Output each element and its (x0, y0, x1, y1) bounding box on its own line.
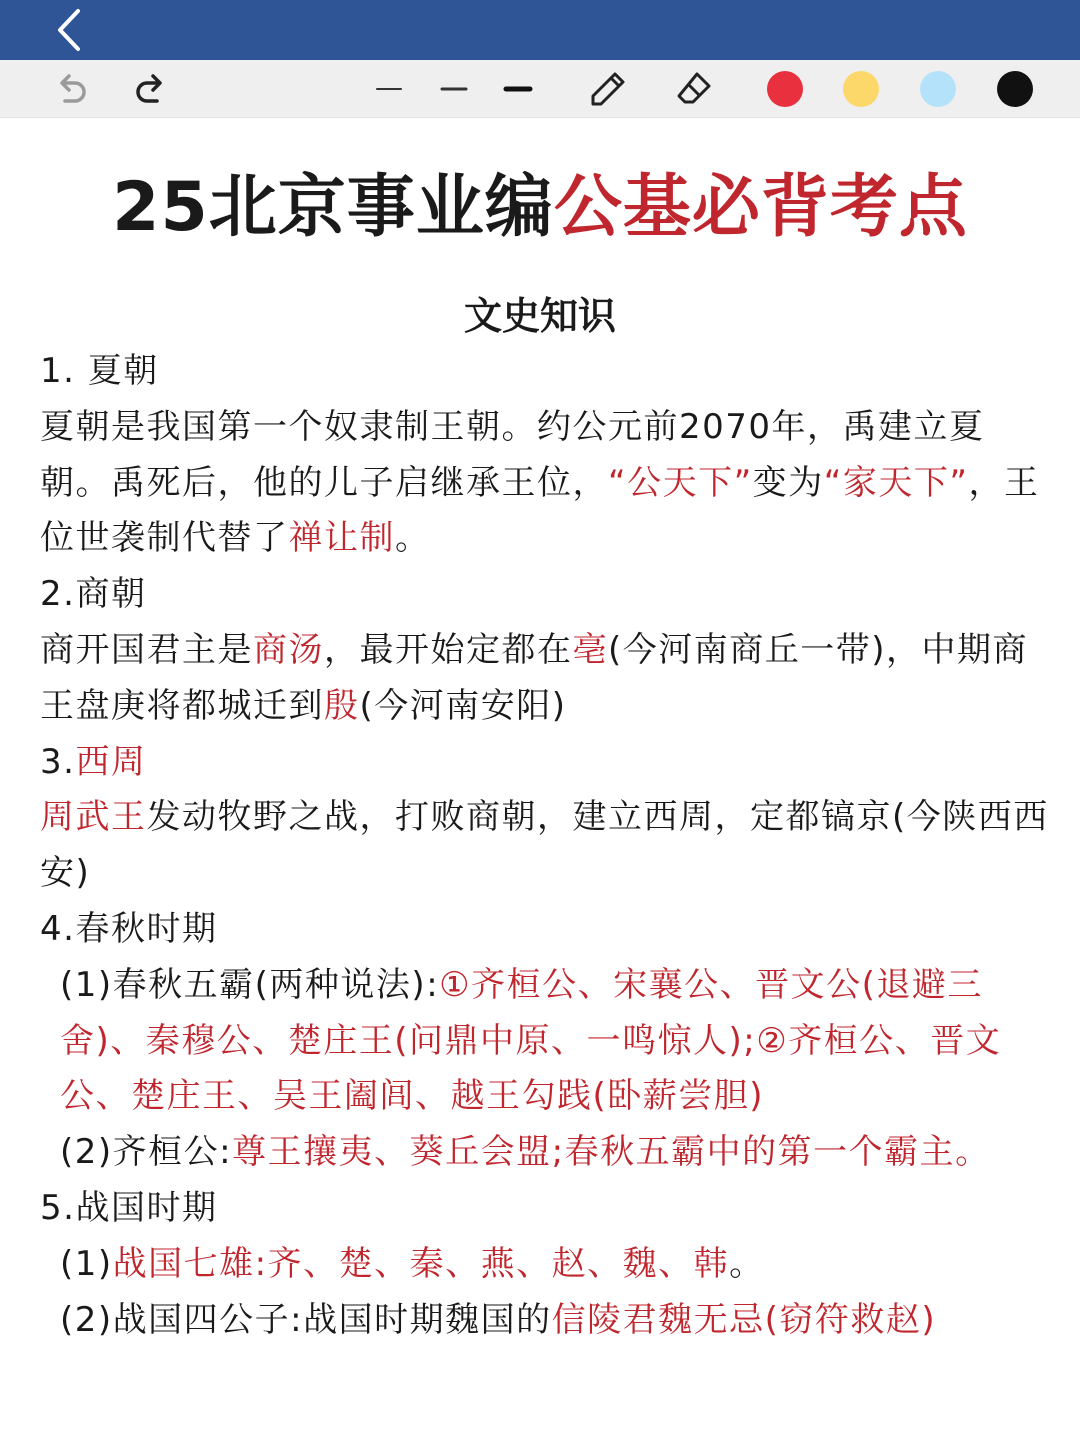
text: 。 (729, 1243, 765, 1284)
stroke-thick-button[interactable] (495, 66, 541, 112)
highlight: 战国七雄:齐、楚、秦、燕、赵、魏、韩 (112, 1243, 730, 1284)
color-light-blue-swatch (920, 71, 956, 107)
text: (1) (60, 1243, 113, 1284)
redo-button[interactable] (128, 66, 174, 112)
back-button[interactable] (44, 6, 92, 54)
color-yellow-swatch (843, 71, 879, 107)
highlight: “家天下” (823, 462, 969, 503)
heading-shang: 2.商朝 (40, 574, 147, 615)
color-light-blue-button[interactable] (915, 66, 961, 112)
eraser-icon (673, 68, 715, 110)
heading-number: 3. (40, 741, 76, 782)
text: 变为 (752, 462, 824, 503)
highlight: 尊王攘夷、葵丘会盟;春秋五霸中的第一个霸主。 (232, 1132, 991, 1173)
text: (今河南安阳) (359, 685, 567, 726)
paragraph-xia (40, 400, 1050, 567)
text: ，王位世袭制代替了 (40, 462, 1040, 559)
heading-highlight: 西周 (75, 741, 147, 782)
text: 夏朝是我国第一个奴隶制王朝。约公元前2070年，禹建立夏朝。禹死后，他的儿子启继承王位， (40, 406, 985, 503)
pen-button[interactable] (585, 66, 631, 112)
pen-icon (587, 68, 629, 110)
color-black-swatch (997, 71, 1033, 107)
heading-xizhou (40, 735, 1050, 791)
highlight: “公天下” (608, 462, 753, 503)
highlight: 商汤 (253, 629, 324, 670)
stroke-medium-button[interactable] (431, 66, 477, 112)
highlight: 殷 (324, 685, 360, 726)
text: (1)春秋五霸(两种说法): (60, 964, 440, 1005)
document-page (0, 118, 1080, 1440)
color-yellow-button[interactable] (838, 66, 884, 112)
document-body (40, 344, 1050, 1348)
highlight: 亳 (572, 629, 608, 670)
stroke-thick-icon (498, 69, 538, 109)
text: 商开国君主是 (40, 629, 253, 670)
stroke-thin-button[interactable] (366, 66, 412, 112)
paragraph-shang (40, 623, 1050, 735)
heading-xia: 1. 夏朝 (40, 351, 159, 391)
text: (今河南商丘一带)，中期商王盘庚将都城迁到 (40, 629, 1029, 726)
eraser-button[interactable] (671, 66, 717, 112)
stroke-medium-icon (434, 69, 474, 109)
paragraph-chunqiu-2 (40, 1125, 1050, 1181)
color-black-button[interactable] (992, 66, 1038, 112)
top-navigation-bar (0, 0, 1080, 60)
drawing-toolbar (0, 60, 1080, 118)
paragraph-zhanguo-2 (40, 1293, 1050, 1349)
text: ，最开始定都在 (324, 629, 573, 670)
text: (2)齐桓公: (60, 1132, 233, 1173)
highlight: ①齐桓公、宋襄公、晋文公(退避三舍)、秦穆公、楚庄王(问鼎中原、一鸣惊人);②齐桓公、晋文公、楚庄王、吴王阖闾、越王勾践(卧薪尝胆) (60, 964, 1002, 1117)
highlight: 禅让制 (288, 518, 395, 559)
paragraph-xizhou (40, 790, 1050, 902)
title-red-part: 公基必背考点 (553, 168, 968, 247)
undo-button[interactable] (48, 66, 94, 112)
paragraph-zhanguo-1 (40, 1237, 1050, 1293)
highlight: 信陵君魏无忌(窃符救赵) (551, 1299, 937, 1340)
stroke-thin-icon (369, 69, 409, 109)
highlight: 周武王 (40, 797, 147, 838)
text: (2)战国四公子:战国时期魏国的 (60, 1299, 552, 1340)
color-red-swatch (767, 71, 803, 107)
text: 发动牧野之战，打败商朝，建立西周，定都镐京(今陕西西安) (40, 797, 1049, 894)
heading-chunqiu: 4.春秋时期 (40, 908, 218, 949)
heading-zhanguo: 5.战国时期 (40, 1187, 218, 1228)
text: 。 (395, 518, 431, 559)
document-title (0, 166, 1080, 250)
color-red-button[interactable] (762, 66, 808, 112)
undo-icon (51, 69, 91, 109)
chevron-left-icon (48, 7, 88, 53)
title-black-part: 25北京事业编 (112, 168, 554, 247)
paragraph-chunqiu-1 (40, 958, 1050, 1125)
section-title: 文史知识 (463, 294, 616, 338)
redo-icon (131, 69, 171, 109)
